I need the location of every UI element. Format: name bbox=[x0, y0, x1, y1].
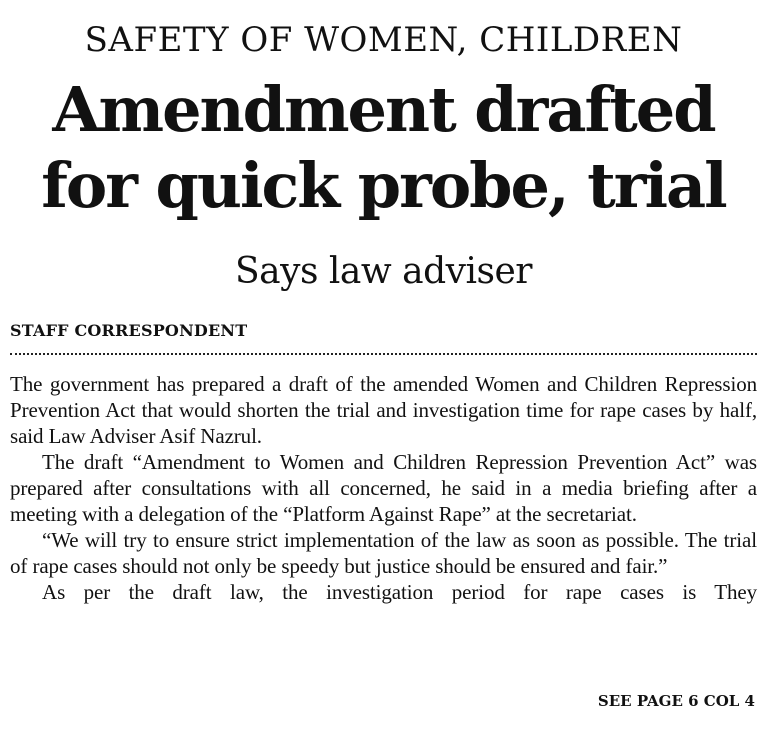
paragraph-2: The draft “Amendment to Women and Children Repression Prevention Act” was prepared after consultations with all concerned, he said in a media briefing after a meeting with a delegation of the “Platform Against Rape” at the secretariat. bbox=[10, 450, 757, 526]
paragraph-1: The government has prepared a draft of the amended Women and Children Repression Prevention Act that would shorten the trial and investigation time for rape cases by half, said Law Adviser Asif Nazrul. bbox=[10, 372, 757, 448]
continuation-jump-line[interactable]: SEE PAGE 6 COL 4 bbox=[597, 692, 755, 710]
dotted-divider bbox=[10, 353, 757, 355]
paragraph-3: “We will try to ensure strict implementation of the law as soon as possible. The trial of rape cases should not only be speedy but justice should be ensured and fair.” bbox=[10, 528, 757, 578]
paragraph-4: As per the draft law, the investigation period for rape cases is They bbox=[42, 580, 757, 604]
kicker: SAFETY OF WOMEN, CHILDREN bbox=[84, 20, 683, 60]
deck: Says law adviser bbox=[235, 251, 532, 292]
headline-line-1: Amendment drafted bbox=[52, 73, 715, 146]
article-body bbox=[10, 371, 757, 605]
headline-line-2: for quick probe, trial bbox=[41, 149, 726, 222]
byline: STAFF CORRESPONDENT bbox=[10, 321, 248, 340]
headline bbox=[0, 72, 767, 224]
